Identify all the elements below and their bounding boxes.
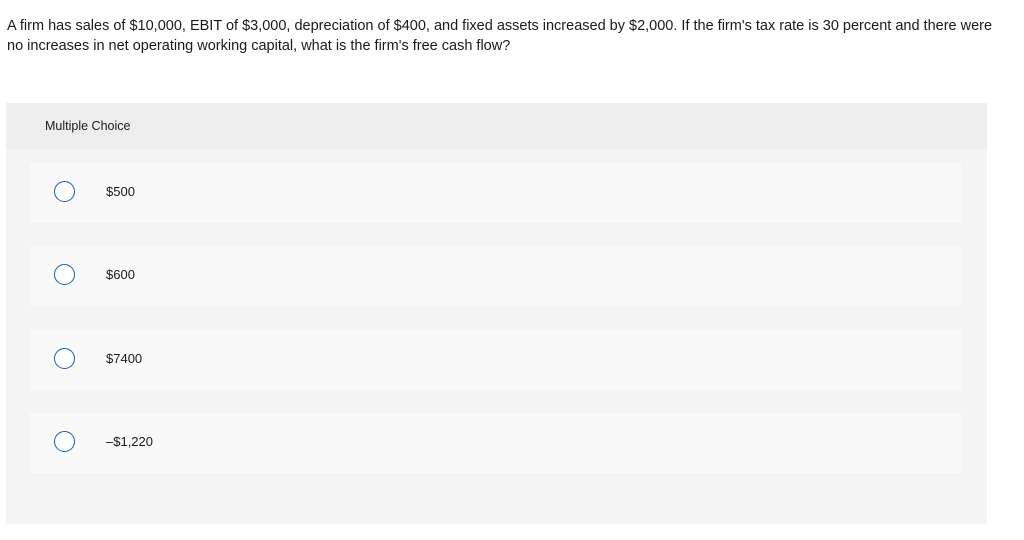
answer-option-1[interactable] <box>30 163 961 223</box>
multiple-choice-label: Multiple Choice <box>45 119 131 133</box>
answer-option-label: $7400 <box>106 351 143 366</box>
answer-option-label: $500 <box>106 184 135 199</box>
answer-option-label: –$1,220 <box>106 434 153 449</box>
radio-button-icon[interactable] <box>54 348 75 369</box>
radio-button-icon[interactable] <box>54 264 75 285</box>
answer-option-label: $600 <box>106 267 135 282</box>
question-text: A firm has sales of $10,000, EBIT of $3,000, depreciation of $400, and fixed assets increased by $2,000. If the firm's tax rate is 30 percent and there were no increases in net operating working capital, what is the firm's free cash flow? <box>7 18 993 54</box>
answer-option-2[interactable] <box>30 246 961 306</box>
radio-button-icon[interactable] <box>54 181 75 202</box>
answer-option-4[interactable] <box>30 413 961 473</box>
radio-button-icon[interactable] <box>54 431 75 452</box>
multiple-choice-header <box>6 103 987 149</box>
answer-option-3[interactable] <box>30 330 961 390</box>
multiple-choice-panel <box>6 103 987 524</box>
